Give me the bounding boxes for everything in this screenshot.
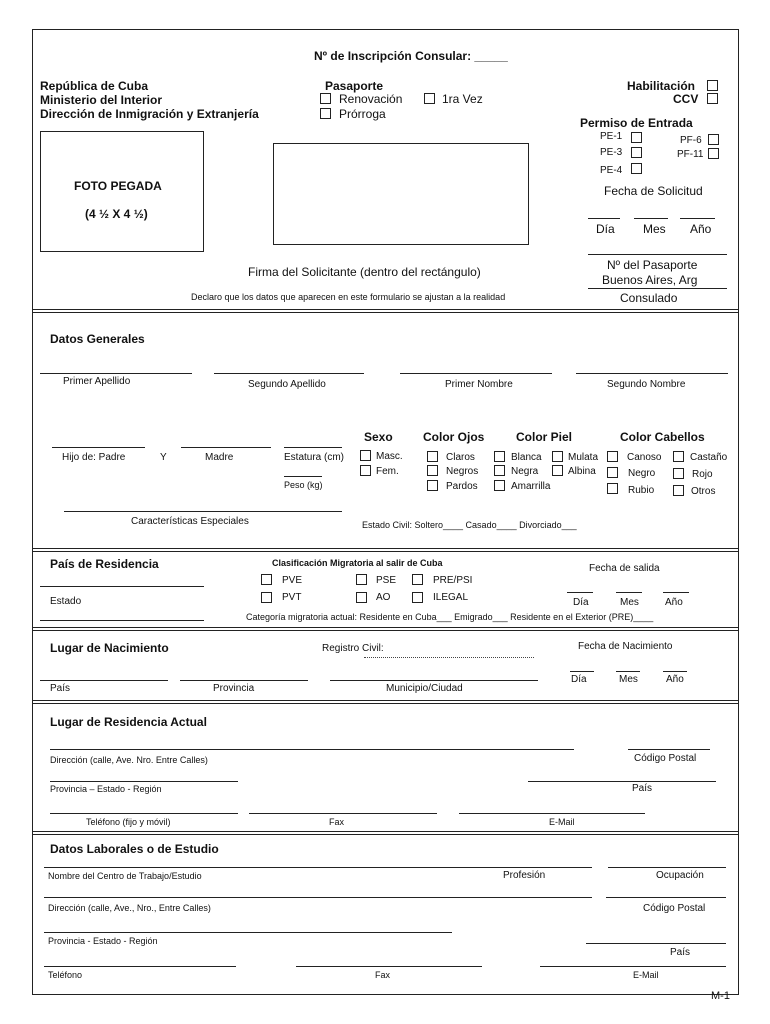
codigo-postal-actual-line[interactable] — [628, 749, 710, 750]
solicitud-anio-label: Año — [690, 222, 712, 236]
color-piel-title: Color Piel — [516, 430, 573, 444]
solicitud-dia-line[interactable] — [588, 218, 620, 219]
direccion-actual-label: Dirección (calle, Ave. Nro. Entre Calles) — [50, 755, 208, 765]
amarrilla-label: Amarrilla — [511, 481, 551, 492]
pe4-checkbox[interactable] — [631, 163, 642, 174]
clasificacion-title: Clasificación Migratoria al salir de Cuba — [272, 558, 443, 568]
lugar-label: Buenos Aires, Arg — [602, 273, 698, 287]
lugar-line — [588, 288, 727, 289]
albina-label: Albina — [568, 466, 596, 477]
pf11-checkbox[interactable] — [708, 148, 719, 159]
salida-dia-line[interactable] — [567, 592, 593, 593]
email-laboral-label: E-Mail — [633, 970, 659, 980]
photo-size-label: (4 ½ X 4 ½) — [85, 207, 148, 221]
primer-apellido-line[interactable] — [40, 373, 192, 374]
amarrilla-checkbox[interactable] — [494, 480, 505, 491]
divider-1 — [32, 309, 739, 313]
rubio-checkbox[interactable] — [607, 483, 618, 494]
color-cabellos-title: Color Cabellos — [620, 430, 705, 444]
segundo-apellido-label: Segundo Apellido — [248, 379, 326, 390]
canoso-checkbox[interactable] — [607, 451, 618, 462]
prorroga-label: Prórroga — [339, 107, 386, 121]
pvt-checkbox[interactable] — [261, 592, 272, 603]
pvt-label: PVT — [282, 592, 302, 603]
pre-psi-label: PRE/PSI — [433, 575, 473, 586]
negra-checkbox[interactable] — [494, 465, 505, 476]
pardos-checkbox[interactable] — [427, 480, 438, 491]
masc-checkbox[interactable] — [360, 450, 371, 461]
nacimiento-title: Lugar de Nacimiento — [50, 641, 169, 655]
masc-label: Masc. — [376, 451, 403, 462]
fem-checkbox[interactable] — [360, 465, 371, 476]
provincia-label: Provincia — [213, 683, 255, 694]
datos-generales-title: Datos Generales — [50, 332, 145, 346]
pais-actual-label: País — [632, 783, 653, 794]
salida-mes-label: Mes — [620, 597, 639, 608]
negros-checkbox[interactable] — [427, 465, 438, 476]
solicitud-mes-line[interactable] — [634, 218, 668, 219]
ocupacion-line[interactable] — [608, 867, 726, 868]
provincia-actual-label: Provincia – Estado - Región — [50, 784, 162, 794]
pasaporte-num-line[interactable] — [588, 254, 727, 255]
caracteristicas-line[interactable] — [64, 511, 342, 512]
categoria-label: Categoría migratoria actual: Residente en Cuba___ Emigrado___ Residente en el Exterior (PRE)____ — [246, 612, 654, 622]
provincia-actual-line[interactable] — [50, 781, 238, 782]
prorroga-checkbox[interactable] — [320, 108, 331, 119]
primer-nombre-line[interactable] — [400, 373, 552, 374]
declaracion-text: Declaro que los datos que aparecen en este formulario se ajustan a la realidad — [191, 292, 506, 302]
email-laboral-line[interactable] — [540, 966, 726, 967]
nacimiento-anio-line[interactable] — [663, 671, 687, 672]
provincia-laboral-line[interactable] — [44, 932, 452, 933]
rojo-label: Rojo — [692, 469, 713, 480]
albina-checkbox[interactable] — [552, 465, 563, 476]
organization-block — [40, 79, 259, 121]
segundo-nombre-line[interactable] — [576, 373, 728, 374]
divider-3 — [32, 627, 739, 631]
pse-label: PSE — [376, 575, 397, 586]
nacimiento-dia-label: Día — [571, 674, 587, 685]
fax-actual-line[interactable] — [249, 813, 437, 814]
codigo-postal-laboral-label: Código Postal — [643, 903, 706, 914]
fax-laboral-line[interactable] — [296, 966, 482, 967]
claros-label: Claros — [446, 452, 475, 463]
salida-mes-line[interactable] — [616, 592, 642, 593]
blanca-label: Blanca — [511, 452, 542, 463]
municipio-label: Municipio/Ciudad — [386, 683, 463, 694]
direccion-actual-line[interactable] — [50, 749, 574, 750]
estado-civil-label: Estado Civil: Soltero____ Casado____ Divorciado___ — [362, 520, 577, 530]
madre-line[interactable] — [181, 447, 271, 448]
nacimiento-mes-label: Mes — [619, 674, 638, 685]
peso-line[interactable] — [284, 476, 322, 477]
solicitud-anio-line[interactable] — [680, 218, 715, 219]
nacimiento-anio-label: Año — [666, 674, 684, 685]
fecha-salida-label: Fecha de salida — [589, 563, 660, 574]
mulata-label: Mulata — [568, 452, 599, 463]
salida-anio-label: Año — [665, 597, 683, 608]
form-code: M-1 — [711, 990, 730, 1002]
renovacion-checkbox[interactable] — [320, 93, 331, 104]
ao-checkbox[interactable] — [356, 592, 367, 603]
pf11-label: PF-11 — [677, 149, 704, 160]
ccv-checkbox[interactable] — [707, 93, 718, 104]
pardos-label: Pardos — [446, 481, 478, 492]
pasaporte-title: Pasaporte — [325, 79, 384, 93]
ccv-label: CCV — [673, 92, 699, 106]
inscripcion-label: Nº de Inscripción Consular: _____ — [314, 49, 508, 63]
pais-nacimiento-line[interactable] — [40, 680, 168, 681]
photo-box — [40, 131, 204, 252]
otros-checkbox[interactable] — [673, 485, 684, 496]
photo-label: FOTO PEGADA — [74, 179, 162, 193]
fecha-nacimiento-label: Fecha de Nacimiento — [578, 641, 673, 652]
negros-label: Negros — [446, 466, 479, 477]
pve-label: PVE — [282, 575, 303, 586]
signature-label: Firma del Solicitante (dentro del rectángulo) — [248, 265, 481, 279]
estado-label: Estado — [50, 596, 82, 607]
org-line-3: Dirección de Inmigración y Extranjería — [40, 107, 259, 121]
castano-checkbox[interactable] — [673, 451, 684, 462]
canoso-label: Canoso — [627, 452, 662, 463]
pasaporte-num-label: Nº del Pasaporte — [607, 258, 698, 272]
mulata-checkbox[interactable] — [552, 451, 563, 462]
pf6-label: PF-6 — [680, 135, 702, 146]
estatura-line[interactable] — [284, 447, 342, 448]
pais-residencia-line[interactable] — [40, 586, 204, 587]
ao-label: AO — [376, 592, 391, 603]
pse-checkbox[interactable] — [356, 574, 367, 585]
rubio-label: Rubio — [628, 485, 655, 496]
permiso-title: Permiso de Entrada — [580, 116, 693, 130]
estado-line[interactable] — [40, 620, 204, 621]
org-line-1: República de Cuba — [40, 79, 149, 93]
caracteristicas-label: Características Especiales — [131, 516, 249, 527]
ocupacion-label: Ocupación — [656, 870, 704, 881]
claros-checkbox[interactable] — [427, 451, 438, 462]
madre-label: Madre — [205, 452, 234, 463]
pf6-checkbox[interactable] — [708, 134, 719, 145]
ilegal-label: ILEGAL — [433, 592, 469, 603]
direccion-laboral-label: Dirección (calle, Ave., Nro., Entre Calles) — [48, 903, 211, 913]
fecha-solicitud-label: Fecha de Solicitud — [604, 184, 703, 198]
pais-laboral-line[interactable] — [586, 943, 726, 944]
pais-label: País — [50, 683, 71, 694]
segundo-nombre-label: Segundo Nombre — [607, 379, 686, 390]
habilitacion-checkbox[interactable] — [707, 80, 718, 91]
primera-vez-label: 1ra Vez — [442, 92, 483, 106]
telefono-laboral-label: Teléfono — [48, 970, 83, 980]
signature-box[interactable] — [273, 143, 529, 245]
pre-psi-checkbox[interactable] — [412, 574, 423, 585]
sexo-title: Sexo — [364, 430, 393, 444]
primer-apellido-label: Primer Apellido — [63, 376, 131, 387]
negro-checkbox[interactable] — [607, 467, 618, 478]
salida-dia-label: Día — [573, 597, 589, 608]
fax-actual-label: Fax — [329, 817, 345, 827]
ilegal-checkbox[interactable] — [412, 592, 423, 603]
salida-anio-line[interactable] — [663, 592, 689, 593]
profesion-label: Profesión — [503, 870, 546, 881]
divider-4 — [32, 700, 739, 704]
divider-2 — [32, 548, 739, 552]
primer-nombre-label: Primer Nombre — [445, 379, 513, 390]
padre-line[interactable] — [52, 447, 145, 448]
registro-civil-line[interactable] — [364, 657, 534, 658]
municipio-line[interactable] — [330, 680, 538, 681]
renovacion-label: Renovación — [339, 92, 403, 106]
telefono-actual-label: Teléfono (fijo y móvil) — [86, 817, 171, 827]
fax-laboral-label: Fax — [375, 970, 391, 980]
blanca-checkbox[interactable] — [494, 451, 505, 462]
estatura-label: Estatura (cm) — [284, 452, 345, 463]
pe3-label: PE-3 — [600, 147, 623, 158]
solicitud-mes-label: Mes — [643, 222, 666, 236]
provincia-laboral-label: Provincia - Estado - Región — [48, 936, 158, 946]
provincia-nacimiento-line[interactable] — [180, 680, 308, 681]
pe4-label: PE-4 — [600, 165, 623, 176]
rojo-checkbox[interactable] — [673, 468, 684, 479]
primera-vez-checkbox[interactable] — [424, 93, 435, 104]
nacimiento-dia-line[interactable] — [570, 671, 594, 672]
habilitacion-label: Habilitación — [627, 79, 696, 93]
codigo-postal-laboral-line[interactable] — [606, 897, 726, 898]
consulado-label: Consulado — [620, 291, 678, 305]
padre-label: Hijo de: Padre — [62, 452, 126, 463]
telefono-laboral-line[interactable] — [44, 966, 236, 967]
registro-civil-label: Registro Civil: — [322, 643, 384, 654]
email-actual-label: E-Mail — [549, 817, 575, 827]
telefono-actual-line[interactable] — [50, 813, 238, 814]
org-line-2: Ministerio del Interior — [40, 93, 163, 107]
fem-label: Fem. — [376, 466, 399, 477]
centro-label: Nombre del Centro de Trabajo/Estudio — [48, 871, 202, 881]
divider-5 — [32, 831, 739, 835]
centro-line[interactable] — [44, 867, 592, 868]
castano-label: Castaño — [690, 452, 728, 463]
color-ojos-title: Color Ojos — [423, 430, 485, 444]
y-label: Y — [160, 452, 167, 463]
otros-label: Otros — [691, 486, 716, 497]
residencia-actual-title: Lugar de Residencia Actual — [50, 715, 207, 729]
pais-actual-line[interactable] — [528, 781, 716, 782]
negro-label: Negro — [628, 468, 656, 479]
pais-laboral-label: País — [670, 947, 691, 958]
laborales-title: Datos Laborales o de Estudio — [50, 842, 219, 856]
pe3-checkbox[interactable] — [631, 147, 642, 158]
codigo-postal-actual-label: Código Postal — [634, 753, 697, 764]
nacimiento-mes-line[interactable] — [616, 671, 640, 672]
peso-label: Peso (kg) — [284, 480, 323, 490]
pe1-label: PE-1 — [600, 131, 623, 142]
pais-residencia-title: País de Residencia — [50, 557, 159, 571]
solicitud-dia-label: Día — [596, 222, 615, 236]
email-actual-line[interactable] — [459, 813, 645, 814]
direccion-laboral-line[interactable] — [44, 897, 592, 898]
negra-label: Negra — [511, 466, 539, 477]
pve-checkbox[interactable] — [261, 574, 272, 585]
segundo-apellido-line[interactable] — [214, 373, 364, 374]
pe1-checkbox[interactable] — [631, 132, 642, 143]
